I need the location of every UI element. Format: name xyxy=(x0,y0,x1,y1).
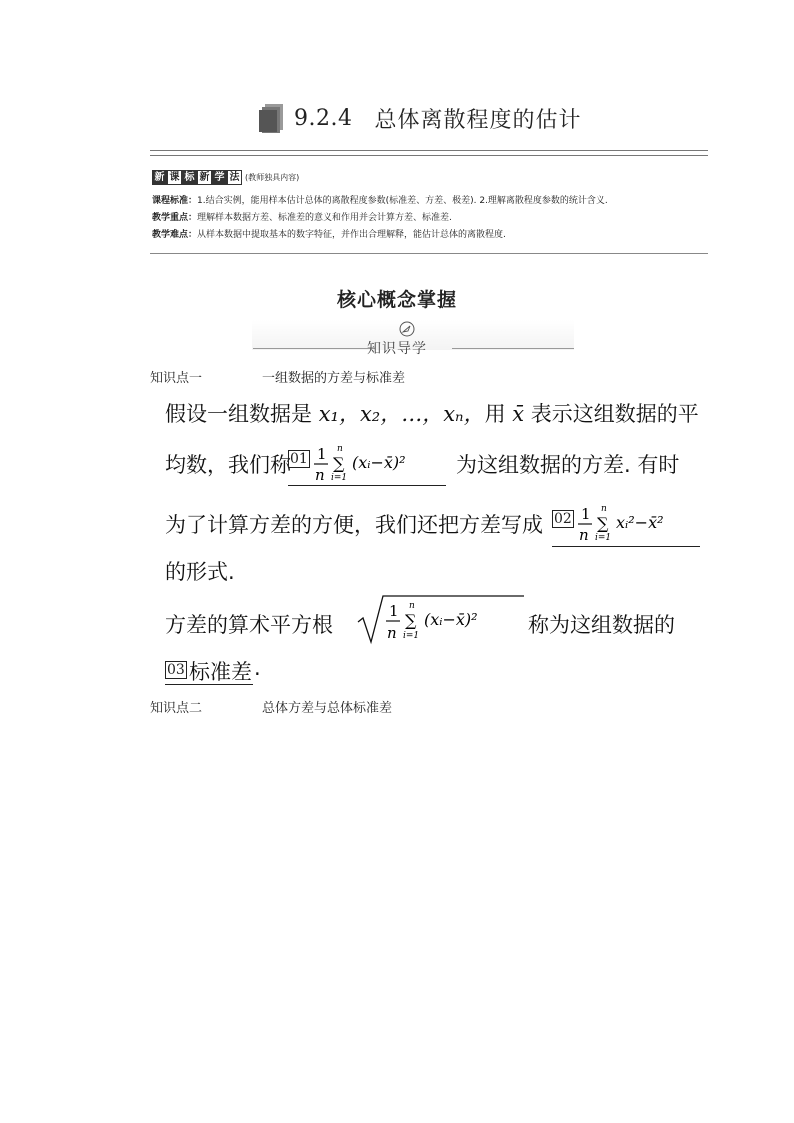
text-fragment: 假设一组数据是 xyxy=(165,402,312,426)
knowledge-point-title: 总体方差与总体标准差 xyxy=(262,701,393,716)
knowledge-point-1 xyxy=(150,367,406,386)
knowledge-point-title: 一组数据的方差与标准差 xyxy=(262,371,406,386)
sum-lower: i=1 xyxy=(595,533,612,543)
knowledge-point-2 xyxy=(150,697,393,716)
teaching-focus xyxy=(152,210,452,223)
core-concepts-heading: 核心概念掌握 xyxy=(336,289,457,311)
data-variables: x₁，x₂，…，xₙ， xyxy=(318,402,485,426)
sigma-symbol: ∑ xyxy=(405,611,417,630)
sigma-symbol: ∑ xyxy=(597,514,609,533)
top-double-rule xyxy=(150,150,708,156)
blank-number-box: 03 xyxy=(167,662,185,678)
section-number: 9.2.4 xyxy=(294,105,353,131)
difficulty-label: 教学难点： xyxy=(152,230,198,240)
knowledge-point-label: 知识点一 xyxy=(150,371,203,386)
fraction-numerator: 1 xyxy=(389,602,399,620)
answer-underline xyxy=(165,684,253,685)
variance-formula-graphic xyxy=(312,442,452,486)
content-line-4: 的形式. xyxy=(165,560,235,584)
badge-char: 新 xyxy=(152,170,167,185)
knowledge-point-label: 知识点二 xyxy=(150,701,203,716)
mean-symbol: x̄ xyxy=(512,402,525,426)
fraction-denominator: n xyxy=(579,526,589,544)
variance-alt-formula-graphic xyxy=(576,500,700,546)
answer-std-dev: 标准差 xyxy=(189,660,252,684)
sum-upper: n xyxy=(601,504,607,514)
text-fragment: 表示这组数据的平 xyxy=(530,402,699,426)
badge-char: 法 xyxy=(227,170,242,185)
curriculum-standard xyxy=(152,193,608,206)
difficulty-text: 从样本数据中提取基本的数字特征，并作出合理解释，能估计总体的离散程度. xyxy=(197,230,506,240)
new-curriculum-badge xyxy=(152,170,299,185)
focus-text: 理解样本数据方差、标准差的意义和作用并会计算方差、标准差. xyxy=(197,213,452,223)
content-line-5-start: 方差的算术平方根 xyxy=(165,613,333,637)
teaching-difficulty xyxy=(152,227,506,240)
sum-upper: n xyxy=(337,444,343,454)
std-dev-formula xyxy=(356,592,526,648)
content-line-3: 为了计算方差的方便，我们还把方差写成 xyxy=(165,513,543,537)
badge-char: 标 xyxy=(182,170,197,185)
fraction-numerator: 1 xyxy=(581,505,591,523)
formula-body: (xᵢ−x̄)² xyxy=(424,610,478,629)
section-title-text: 总体离散程度的估计 xyxy=(374,107,582,133)
badge-char: 学 xyxy=(212,170,227,185)
standard-label: 课程标准： xyxy=(152,196,198,206)
variance-alt-formula xyxy=(552,500,700,548)
formula-body: xᵢ²−x̄² xyxy=(616,513,664,532)
badge-char: 新 xyxy=(197,170,212,185)
content-line-1 xyxy=(165,398,699,428)
content-line-5-end: 称为这组数据的 xyxy=(528,613,675,637)
header-bottom-rule xyxy=(150,253,708,254)
blank-number-box: 02 xyxy=(554,511,572,527)
document-title xyxy=(258,96,582,140)
content-line-2-end: 为这组数据的方差. 有时 xyxy=(456,453,680,477)
focus-label: 教学重点： xyxy=(152,213,198,223)
blank-number-box: 01 xyxy=(290,451,308,467)
text-fragment: 用 xyxy=(484,402,506,426)
compass-icon xyxy=(399,321,415,337)
book-icon xyxy=(258,102,286,134)
standard-text: 1.结合实例，能用样本估计总体的离散程度参数(标准差、方差、极差). 2.理解离散程度参数的统计含义. xyxy=(197,196,608,206)
teacher-only-note: (教师独具内容) xyxy=(245,173,300,182)
text-fragment: . xyxy=(254,656,261,680)
sum-upper: n xyxy=(409,601,415,611)
answer-underline xyxy=(552,546,700,547)
fraction-denominator: n xyxy=(387,624,397,642)
sum-lower: i=1 xyxy=(403,631,420,641)
variance-formula xyxy=(288,442,448,486)
sigma-symbol: ∑ xyxy=(333,454,345,473)
sum-lower: i=1 xyxy=(331,473,348,483)
answer-underline xyxy=(288,485,446,486)
knowledge-guide-subheading: 知识导学 xyxy=(367,341,427,357)
fraction-numerator: 1 xyxy=(317,445,327,463)
content-line-6 xyxy=(165,656,265,686)
badge-char: 课 xyxy=(167,170,182,185)
fraction-denominator: n xyxy=(315,466,325,484)
content-line-2-start: 均数，我们称 xyxy=(165,453,291,477)
formula-body: (xᵢ−x̄)² xyxy=(352,453,406,472)
